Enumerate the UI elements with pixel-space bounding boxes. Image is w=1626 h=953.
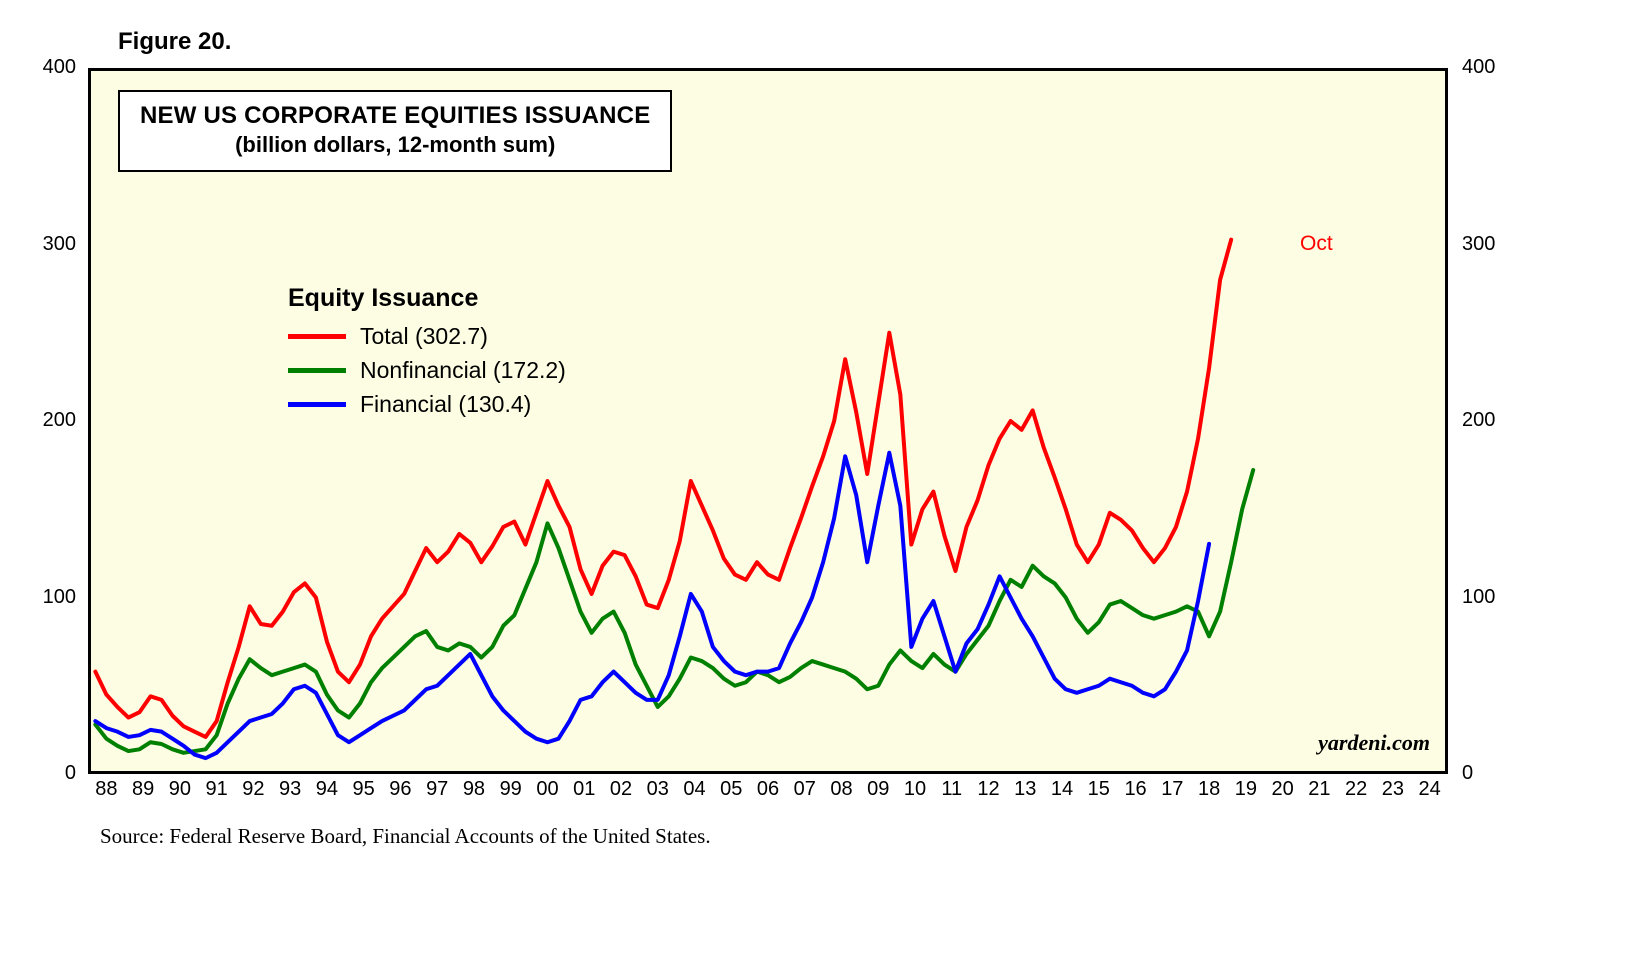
x-tick-01: 01	[573, 778, 596, 800]
x-tick-09: 09	[867, 778, 890, 800]
x-tick-95: 95	[352, 778, 375, 800]
x-tick-23: 23	[1381, 778, 1404, 800]
x-tick-19: 19	[1234, 778, 1257, 800]
source-note: Source: Federal Reserve Board, Financial Accounts of the United States.	[100, 824, 711, 848]
chart-title: NEW US CORPORATE EQUITIES ISSUANCE	[140, 102, 651, 129]
x-tick-02: 02	[609, 778, 633, 800]
figure-label: Figure 20.	[118, 28, 232, 55]
y-tick-left-100: 100	[42, 585, 76, 608]
chart-container	[42, 56, 1496, 784]
x-tick-97: 97	[426, 778, 449, 800]
x-tick-99: 99	[499, 778, 522, 800]
x-tick-17: 17	[1161, 778, 1184, 800]
x-tick-98: 98	[462, 778, 486, 800]
legend-title: Equity Issuance	[288, 284, 479, 312]
x-tick-88: 88	[95, 778, 118, 800]
x-tick-92: 92	[242, 778, 265, 800]
y-tick-right-300: 300	[1462, 232, 1496, 255]
x-tick-13: 13	[1014, 778, 1037, 800]
last-point-annotation: Oct	[1300, 232, 1333, 255]
series-line-1	[95, 470, 1253, 753]
x-tick-10: 10	[903, 778, 927, 800]
x-tick-18: 18	[1197, 778, 1221, 800]
chart-legend	[288, 284, 566, 421]
legend-item-financial	[288, 387, 566, 421]
y-tick-left-400: 400	[42, 56, 76, 78]
x-tick-24: 24	[1418, 778, 1441, 800]
x-tick-21: 21	[1308, 778, 1331, 800]
watermark: yardeni.com	[1318, 730, 1430, 755]
chart-lines	[88, 68, 1448, 774]
x-tick-03: 03	[646, 778, 669, 800]
legend-swatch-financial	[288, 402, 346, 407]
chart-subtitle: (billion dollars, 12-month sum)	[235, 132, 556, 157]
legend-label-nonfinancial: Nonfinancial (172.2)	[360, 356, 566, 383]
legend-swatch-nonfinancial	[288, 368, 346, 373]
y-tick-right-200: 200	[1462, 409, 1496, 431]
x-tick-05: 05	[720, 778, 743, 800]
y-axis-right	[1454, 56, 1514, 784]
x-tick-96: 96	[389, 778, 412, 800]
x-tick-93: 93	[279, 778, 302, 800]
x-tick-15: 15	[1087, 778, 1110, 800]
x-tick-04: 04	[683, 778, 706, 800]
y-tick-right-0: 0	[1462, 762, 1474, 784]
series-line-0	[95, 240, 1231, 737]
legend-item-nonfinancial	[288, 353, 566, 387]
y-tick-left-200: 200	[42, 409, 76, 431]
legend-swatch-total	[288, 334, 346, 339]
x-tick-06: 06	[756, 778, 780, 800]
x-tick-11: 11	[941, 778, 963, 800]
x-tick-91: 91	[205, 778, 228, 800]
x-tick-89: 89	[132, 778, 155, 800]
y-tick-right-100: 100	[1462, 585, 1496, 608]
legend-label-financial: Financial (130.4)	[360, 390, 532, 417]
x-tick-12: 12	[977, 778, 1000, 800]
x-tick-94: 94	[315, 778, 339, 800]
x-tick-00: 00	[536, 778, 559, 800]
x-axis	[88, 778, 1448, 808]
x-tick-20: 20	[1271, 778, 1294, 800]
y-axis-left	[22, 56, 82, 784]
y-tick-left-0: 0	[64, 762, 76, 784]
x-tick-14: 14	[1050, 778, 1074, 800]
x-tick-16: 16	[1124, 778, 1147, 800]
y-tick-left-300: 300	[42, 232, 76, 255]
x-tick-90: 90	[168, 778, 192, 800]
legend-item-total	[288, 319, 566, 353]
x-tick-07: 07	[793, 778, 816, 800]
x-tick-08: 08	[830, 778, 853, 800]
legend-label-total: Total (302.7)	[360, 322, 488, 349]
chart-title-box	[118, 90, 672, 172]
y-tick-right-400: 400	[1462, 56, 1496, 78]
x-tick-22: 22	[1344, 778, 1368, 800]
